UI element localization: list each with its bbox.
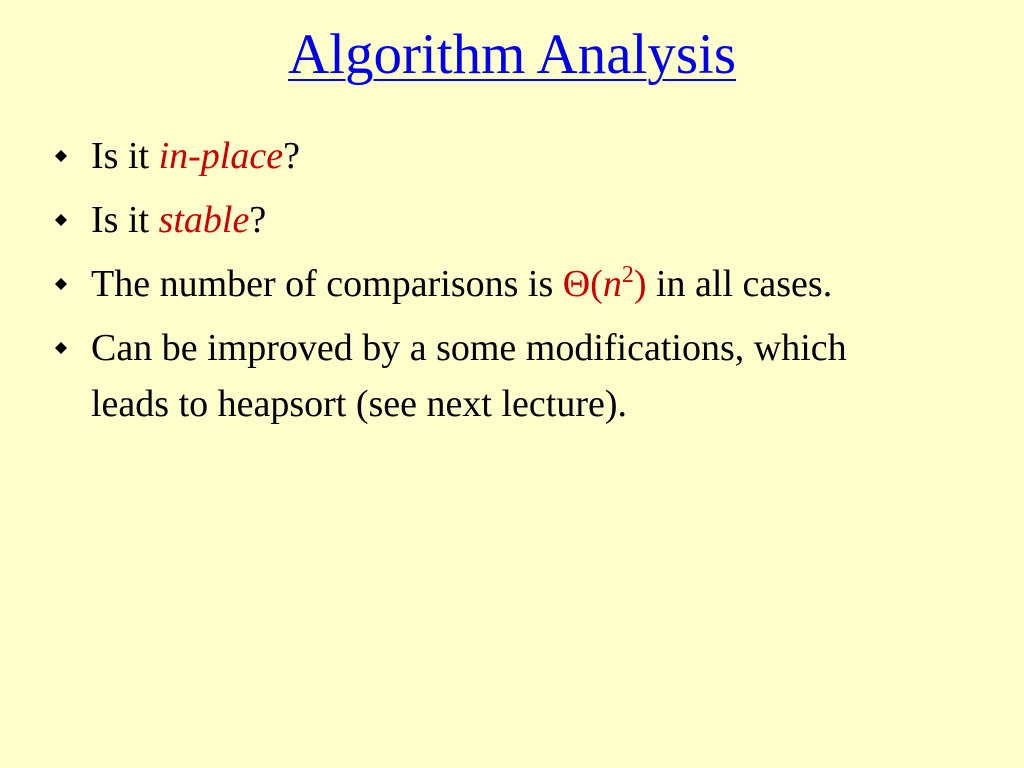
- bullet-text: in all cases.: [646, 263, 833, 305]
- exponent: 2: [621, 262, 634, 288]
- bullet-text: ?: [249, 199, 267, 241]
- bullet-item-comparisons: [50, 256, 930, 312]
- bullet-text: Can be improved by a some modifications, which leads to heapsort (see next lecture).: [91, 327, 847, 425]
- emphasis-term: in-place: [158, 135, 284, 177]
- bullet-list: [50, 128, 930, 440]
- bullet-text: Is it: [91, 199, 159, 241]
- bullet-text: ?: [283, 135, 300, 177]
- diamond-bullet-icon: [55, 278, 67, 290]
- bullet-text: The number of comparisons is: [91, 263, 563, 305]
- bullet-text: Is it: [91, 135, 159, 177]
- bullet-item-in-place: [50, 128, 930, 184]
- paren-close: ): [633, 263, 647, 305]
- theta-open: Θ(: [562, 263, 603, 305]
- diamond-bullet-icon: [55, 214, 67, 226]
- complexity-expression: [563, 263, 647, 305]
- bullet-item-heapsort: [50, 320, 930, 432]
- diamond-bullet-icon: [55, 342, 67, 354]
- emphasis-term: stable: [158, 199, 250, 241]
- slide-title-link[interactable]: Algorithm Analysis: [287, 23, 737, 86]
- variable-n: n: [602, 263, 622, 305]
- diamond-bullet-icon: [55, 150, 67, 162]
- bullet-item-stable: [50, 192, 930, 248]
